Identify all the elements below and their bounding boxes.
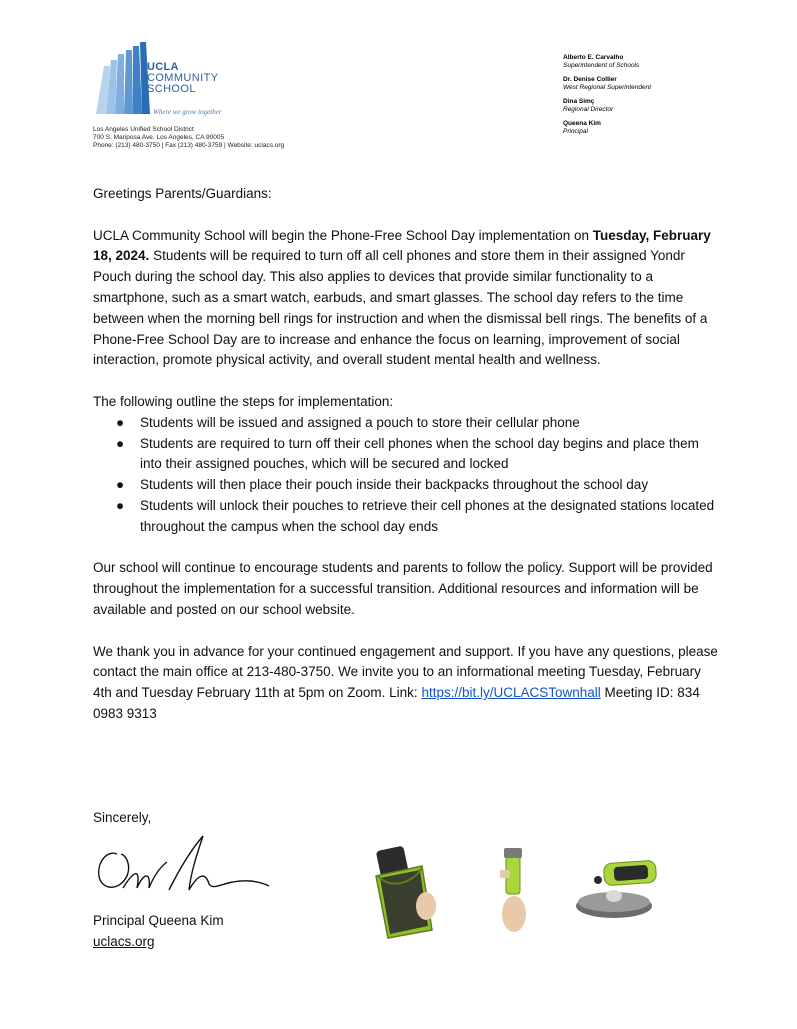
admin-name: Dina Simç — [563, 98, 595, 105]
list-item — [93, 434, 723, 476]
greeting: Greetings Parents/Guardians: — [93, 186, 272, 201]
logo-ucla: UCLA — [147, 61, 179, 73]
letter-body — [93, 184, 723, 725]
bullet-icon: ● — [116, 435, 125, 451]
admin-entry — [563, 76, 763, 92]
step-text: Students are required to turn off their cell phones when the school day begins and place them into their assigned pouches, which will be secured and locked — [140, 435, 699, 472]
pouch-lock-illustration — [492, 848, 536, 938]
website-link[interactable]: uclacs.org — [93, 933, 155, 949]
signature-image — [93, 832, 283, 902]
street-address: 700 S. Mariposa Ave. Los Angeles, CA 90005 — [93, 134, 225, 141]
paragraph-support: Our school will continue to encourage students and parents to follow the policy. Support will be provided throughout the implementation for a successful transition. Additional resources and information will be available and posted on our school website. — [93, 560, 713, 617]
p1-text: UCLA Community School will begin the Phone-Free School Day implementation on — [93, 227, 593, 243]
step-text: Students will be issued and assigned a pouch to store their cellular phone — [140, 414, 580, 430]
admin-title: Superintendent of Schools — [563, 62, 640, 69]
start-date: Tuesday, February 18, 2024. — [93, 227, 711, 264]
school-address — [93, 126, 393, 150]
zoom-link[interactable]: https://bit.ly/UCLACSTownhall — [421, 685, 601, 701]
signoff — [93, 911, 224, 953]
school-logo — [93, 42, 393, 122]
administrators-list — [563, 54, 763, 142]
logo-school: SCHOOL — [147, 83, 196, 95]
contact-info: Phone: (213) 480-3750 | Fax (213) 480-3759 | Website: uclacs.org — [93, 142, 285, 149]
paragraph-implementation — [93, 226, 723, 372]
step-text: Students will unlock their pouches to retrieve their cell phones at the designated stations located throughout the campus when the school day ends — [140, 497, 715, 534]
bullet-icon: ● — [116, 414, 125, 430]
admin-title: Regional Director — [563, 106, 614, 113]
list-item — [93, 475, 723, 496]
list-item — [93, 496, 723, 538]
admin-title: West Regional Superintendent — [563, 84, 652, 91]
admin-entry — [563, 98, 763, 114]
logo-community: COMMUNITY — [147, 72, 219, 84]
logo-tagline: Where we grow together — [153, 108, 222, 116]
bullet-icon: ● — [116, 477, 125, 493]
p4-text: We thank you in advance for your continued engagement and support. If you have any questions, please contact the main office at 213-480-3750. We invite you to an informational meeting Tuesday, February 4th and Tuesday February 11th at 5pm on Zoom. Link: — [93, 643, 718, 701]
admin-entry — [563, 54, 763, 70]
admin-name: Queena Kim — [563, 120, 601, 127]
step-text: Students will then place their pouch inside their backpacks throughout the school day — [140, 477, 649, 493]
admin-entry — [563, 120, 763, 136]
meeting-id: Meeting ID: 834 0983 9313 — [93, 685, 700, 721]
pouch-with-phone-illustration — [366, 842, 444, 942]
district-name: Los Angeles Unified School District — [93, 126, 194, 133]
logo-text — [147, 62, 218, 95]
admin-name: Alberto E. Carvalho — [563, 54, 624, 61]
unlocking-base-illustration — [574, 856, 666, 922]
paragraph-contact — [93, 642, 723, 725]
admin-name: Dr. Denise Collier — [563, 76, 617, 83]
list-item — [93, 413, 723, 434]
closing: Sincerely, — [93, 810, 152, 825]
admin-title: Principal — [563, 128, 588, 135]
p1-text-continued: Students will be required to turn off all cell phones and store them in their assigned Yondr Pouch during the school day. This also applies to devices that provide similar functionality to a smartphone, such as a smart watch, earbuds, and smart glasses. The school day refers to the time between when the morning bell rings for instruction and when the dismissal bell rings. The benefits of a Phone-Free School Day are to increase and enhance the focus on learning, improvement of social interaction, promote physical activity, and overall student mental health and wellness. — [93, 248, 708, 368]
bullet-icon: ● — [116, 497, 125, 513]
steps-list — [93, 413, 723, 538]
signer-name: Principal Queena Kim — [93, 913, 224, 928]
steps-intro: The following outline the steps for implementation: — [93, 393, 394, 409]
letterhead — [93, 42, 393, 150]
